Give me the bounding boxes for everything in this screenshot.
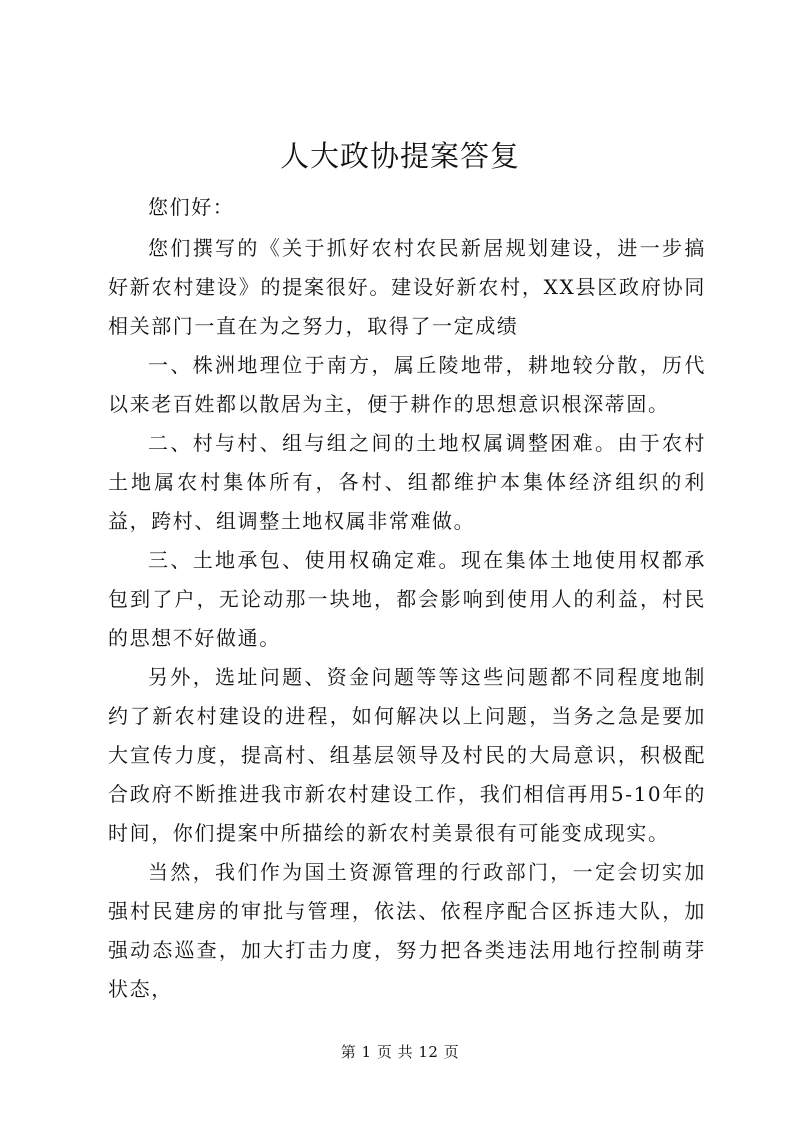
document-body xyxy=(108,188,706,1009)
greeting: 您们好： xyxy=(148,195,235,219)
paragraph-point-2: 二、村与村、组与组之间的土地权属调整困难。由于农村土地属农村集体所有，各村、组都维护本集体经济组织的利益，跨村、组调整土地权属非常难做。 xyxy=(108,431,706,533)
paragraph-point-1: 一、株洲地理位于南方，属丘陵地带，耕地较分散，历代以来老百姓都以散居为主，便于耕作的思想意识根深蒂固。 xyxy=(108,353,706,416)
paragraph-point-3: 三、土地承包、使用权确定难。现在集体土地使用权都承包到了户，无论动那一块地，都会影响到使用人的利益，村民的思想不好做通。 xyxy=(108,548,706,650)
paragraph-additional: 另外，选址问题、资金问题等等这些问题都不同程度地制约了新农村建设的进程，如何解决以上问题，当务之急是要加大宣传力度，提高村、组基层领导及村民的大局意识，积极配合政府不断推进我市新农村建设工作，我们相信再用5-10年的时间，你们提案中所描绘的新农村美景很有可能变成现实。 xyxy=(108,665,706,845)
document-title: 人大政协提案答复 xyxy=(279,139,520,173)
paragraph-intro: 您们撰写的《关于抓好农村农民新居规划建设，进一步搞好新农村建设》的提案很好。建设好新农村，XX县区政府协同相关部门一直在为之努力，取得了一定成绩 xyxy=(108,236,706,338)
paragraph-commitment: 当然，我们作为国土资源管理的行政部门，一定会切实加强村民建房的审批与管理，依法、依程序配合区拆违大队，加强动态巡查，加大打击力度，努力把各类违法用地行控制萌芽状态， xyxy=(108,860,706,1001)
page-number-footer: 第 1 页 共 12 页 xyxy=(340,1043,460,1061)
